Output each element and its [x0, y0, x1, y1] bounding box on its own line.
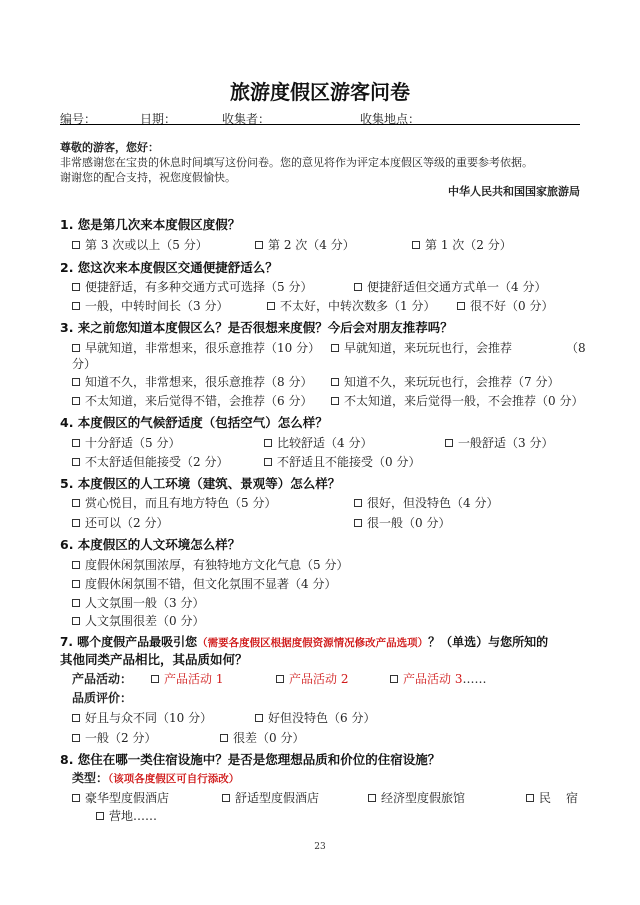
q7-quality-label: 品质评价：	[72, 691, 133, 705]
checkbox[interactable]	[354, 519, 362, 527]
q7-quality-option-2[interactable]	[255, 709, 375, 726]
question-7-title-line-2: 其他同类产品相比，其品质如何？	[60, 652, 248, 667]
q7-activity-3-ellipsis: ……	[462, 672, 487, 686]
checkbox[interactable]	[220, 734, 228, 742]
q4-option-3-label: 一般舒适（3 分）	[458, 436, 554, 450]
q8-option-4[interactable]	[526, 789, 551, 806]
q3-option-4-label: 知道不久，来玩玩也行，会推荐（7 分）	[344, 375, 560, 389]
question-5-title: 5. 本度假区的人工环境（建筑、景观等）怎么样？	[60, 476, 341, 491]
q3-option-2-score-end: 分）	[72, 357, 97, 371]
checkbox[interactable]	[354, 499, 362, 507]
document-title: 旅游度假区游客问卷	[230, 80, 410, 104]
meta-collector-label: 收集者：	[222, 112, 271, 126]
q4-option-2[interactable]	[264, 434, 372, 451]
greeting: 尊敬的游客，您好：	[60, 141, 159, 154]
q1-option-2[interactable]	[255, 236, 355, 253]
q8-option-5-label: 营地……	[109, 809, 158, 823]
question-4-title: 4. 本度假区的气候舒适度（包括空气）怎么样？	[60, 415, 328, 430]
q7-activity-1[interactable]	[151, 670, 223, 687]
checkbox[interactable]	[72, 344, 80, 352]
q8-option-4-tail: 宿	[566, 791, 579, 805]
q7-quality-option-3-label: 一般（2 分）	[85, 731, 157, 745]
q3-option-2-label: 早就知道，来玩玩也行，会推荐	[344, 341, 513, 355]
checkbox[interactable]	[72, 519, 80, 527]
q7-quality-option-1[interactable]	[72, 709, 212, 726]
q2-option-5[interactable]	[457, 297, 553, 314]
checkbox[interactable]	[331, 378, 339, 386]
q7-quality-option-1-label: 好且与众不同（10 分）	[85, 711, 213, 725]
checkbox[interactable]	[264, 458, 272, 466]
checkbox[interactable]	[72, 458, 80, 466]
q7-activity-2[interactable]	[276, 670, 348, 687]
q8-option-5[interactable]	[96, 807, 157, 824]
q7-activities-label: 产品活动：	[72, 672, 133, 686]
question-2-title: 2. 您这次来本度假区交通便捷舒适么？	[60, 260, 278, 275]
q1-option-2-label: 第 2 次（4 分）	[268, 238, 355, 252]
q1-option-1[interactable]	[72, 236, 208, 253]
meta-date-label: 日期：	[140, 112, 177, 126]
q1-option-3-label: 第 1 次（2 分）	[425, 238, 512, 252]
checkbox[interactable]	[72, 302, 80, 310]
header-rule	[60, 124, 580, 125]
q3-option-1[interactable]	[72, 339, 320, 356]
intro-line-1: 非常感谢您在宝贵的休息时间填写这份问卷。您的意见将作为评定本度假区等级的重要参考依据。	[60, 156, 533, 169]
checkbox[interactable]	[72, 439, 80, 447]
checkbox[interactable]	[368, 794, 376, 802]
q2-option-1[interactable]	[72, 278, 312, 295]
q8-type-row	[72, 769, 239, 786]
q8-type-label: 类型：	[72, 771, 109, 785]
q7-title-start: 7. 哪个度假产品最吸引您	[60, 635, 198, 649]
checkbox[interactable]	[72, 794, 80, 802]
q5-option-4-label: 很一般（0 分）	[367, 516, 451, 530]
q8-option-2-label: 舒适型度假酒店	[235, 791, 320, 805]
q3-option-2-score-start: （8	[566, 341, 586, 355]
checkbox[interactable]	[255, 714, 263, 722]
q7-activity-1-label: 产品活动 1	[164, 672, 224, 686]
q3-option-3-label: 知道不久，非常想来，很乐意推荐（8 分）	[85, 375, 313, 389]
q1-option-3[interactable]	[412, 236, 512, 253]
q2-option-2[interactable]	[354, 278, 546, 295]
question-7-title	[60, 633, 548, 650]
q3-option-6[interactable]	[331, 392, 583, 409]
q7-quality-option-4[interactable]	[220, 729, 304, 746]
q6-option-1-label: 度假休闲氛围浓厚，有独特地方文化气息（5 分）	[85, 558, 349, 572]
checkbox[interactable]	[72, 599, 80, 607]
question-8-title: 8. 您住在哪一类住宿设施中？是否是您理想品质和价位的住宿设施？	[60, 752, 441, 767]
q7-quality-option-2-label: 好但没特色（6 分）	[268, 711, 376, 725]
checkbox[interactable]	[276, 675, 284, 683]
q8-option-4-label: 民	[539, 791, 552, 805]
q4-option-4-label: 不太舒适但能接受（2 分）	[85, 455, 229, 469]
q7-activity-3-label: 产品活动 3	[403, 672, 463, 686]
q6-option-4[interactable]	[72, 612, 204, 629]
checkbox[interactable]	[72, 580, 80, 588]
q5-option-3-label: 还可以（2 分）	[85, 516, 169, 530]
checkbox[interactable]	[222, 794, 230, 802]
checkbox[interactable]	[354, 283, 362, 291]
checkbox[interactable]	[331, 344, 339, 352]
q5-option-1[interactable]	[72, 494, 276, 511]
q6-option-3[interactable]	[72, 594, 204, 611]
q4-option-5-label: 不舒适且不能接受（0 分）	[277, 455, 421, 469]
q5-option-1-label: 赏心悦目，而且有地方特色（5 分）	[85, 496, 277, 510]
question-1-title: 1. 您是第几次来本度假区度假？	[60, 217, 241, 232]
q7-activity-2-label: 产品活动 2	[289, 672, 349, 686]
q4-option-3[interactable]	[445, 434, 553, 451]
q8-type-note: （该项各度假区可自行添改）	[108, 773, 240, 785]
question-6-title: 6. 本度假区的人文环境怎么样？	[60, 537, 241, 552]
q3-option-4[interactable]	[331, 373, 559, 390]
q4-option-1-label: 十分舒适（5 分）	[85, 436, 181, 450]
q7-activity-3[interactable]	[390, 670, 486, 687]
checkbox[interactable]	[72, 283, 80, 291]
q5-option-3[interactable]	[72, 514, 168, 531]
q3-option-5[interactable]	[72, 392, 312, 409]
q2-option-3-label: 一般，中转时间长（3 分）	[85, 299, 229, 313]
q1-option-1-label: 第 3 次或以上（5 分）	[85, 238, 208, 252]
q4-option-5[interactable]	[264, 453, 420, 470]
checkbox[interactable]	[151, 675, 159, 683]
checkbox[interactable]	[72, 714, 80, 722]
q6-option-4-label: 人文氛围很差（0 分）	[85, 614, 205, 628]
q5-option-2-label: 很好，但没特色（4 分）	[367, 496, 499, 510]
q6-option-2-label: 度假休闲氛围不错，但文化氛围不显著（4 分）	[85, 577, 337, 591]
q7-title-note: （需要各度假区根据度假资源情况修改产品选项）	[197, 637, 429, 649]
checkbox[interactable]	[72, 241, 80, 249]
q6-option-2[interactable]	[72, 575, 336, 592]
intro-line-2: 谢谢您的配合支持，祝您度假愉快。	[60, 171, 236, 184]
checkbox[interactable]	[72, 617, 80, 625]
checkbox[interactable]	[72, 734, 80, 742]
meta-number-label: 编号：	[60, 112, 97, 126]
q7-title-end: ？（单选）与您所知的	[428, 635, 549, 649]
q6-option-3-label: 人文氛围一般（3 分）	[85, 596, 205, 610]
checkbox[interactable]	[72, 499, 80, 507]
q4-option-1[interactable]	[72, 434, 180, 451]
q2-option-4-label: 不太好，中转次数多（1 分）	[280, 299, 436, 313]
checkbox[interactable]	[264, 439, 272, 447]
q8-option-3-label: 经济型度假旅馆	[381, 791, 466, 805]
q2-option-3[interactable]	[72, 297, 228, 314]
q2-option-4[interactable]	[267, 297, 435, 314]
checkbox[interactable]	[331, 397, 339, 405]
checkbox[interactable]	[445, 439, 453, 447]
q5-option-2[interactable]	[354, 494, 498, 511]
issuer: 中华人民共和国国家旅游局	[448, 185, 580, 198]
q3-option-3[interactable]	[72, 373, 312, 390]
q7-quality-option-4-label: 很差（0 分）	[233, 731, 305, 745]
checkbox[interactable]	[72, 561, 80, 569]
checkbox[interactable]	[267, 302, 275, 310]
q8-option-3[interactable]	[368, 789, 465, 806]
checkbox[interactable]	[72, 378, 80, 386]
checkbox[interactable]	[526, 794, 534, 802]
q7-quality-option-3[interactable]	[72, 729, 156, 746]
q3-option-1-label: 早就知道，非常想来，很乐意推荐（10 分）	[85, 341, 321, 355]
checkbox[interactable]	[72, 397, 80, 405]
checkbox[interactable]	[96, 812, 104, 820]
q2-option-5-label: 很不好（0 分）	[470, 299, 554, 313]
q3-option-5-label: 不太知道，来后觉得不错，会推荐（6 分）	[85, 394, 313, 408]
q4-option-2-label: 比较舒适（4 分）	[277, 436, 373, 450]
page-number: 23	[314, 842, 326, 852]
q4-option-4[interactable]	[72, 453, 228, 470]
checkbox[interactable]	[457, 302, 465, 310]
checkbox[interactable]	[255, 241, 263, 249]
meta-location-label: 收集地点：	[360, 112, 421, 126]
q6-option-1[interactable]	[72, 556, 348, 573]
checkbox[interactable]	[412, 241, 420, 249]
q5-option-4[interactable]	[354, 514, 450, 531]
q3-option-6-label: 不太知道，来后觉得一般，不会推荐（0 分）	[344, 394, 584, 408]
question-3-title: 3. 来之前您知道本度假区么？是否很想来度假？今后会对朋友推荐吗？	[60, 320, 453, 335]
q2-option-2-label: 便捷舒适但交通方式单一（4 分）	[367, 280, 547, 294]
q3-option-2[interactable]	[331, 339, 512, 356]
checkbox[interactable]	[390, 675, 398, 683]
q8-option-1[interactable]	[72, 789, 169, 806]
q8-option-2[interactable]	[222, 789, 319, 806]
q8-option-1-label: 豪华型度假酒店	[85, 791, 170, 805]
q2-option-1-label: 便捷舒适，有多种交通方式可选择（5 分）	[85, 280, 313, 294]
